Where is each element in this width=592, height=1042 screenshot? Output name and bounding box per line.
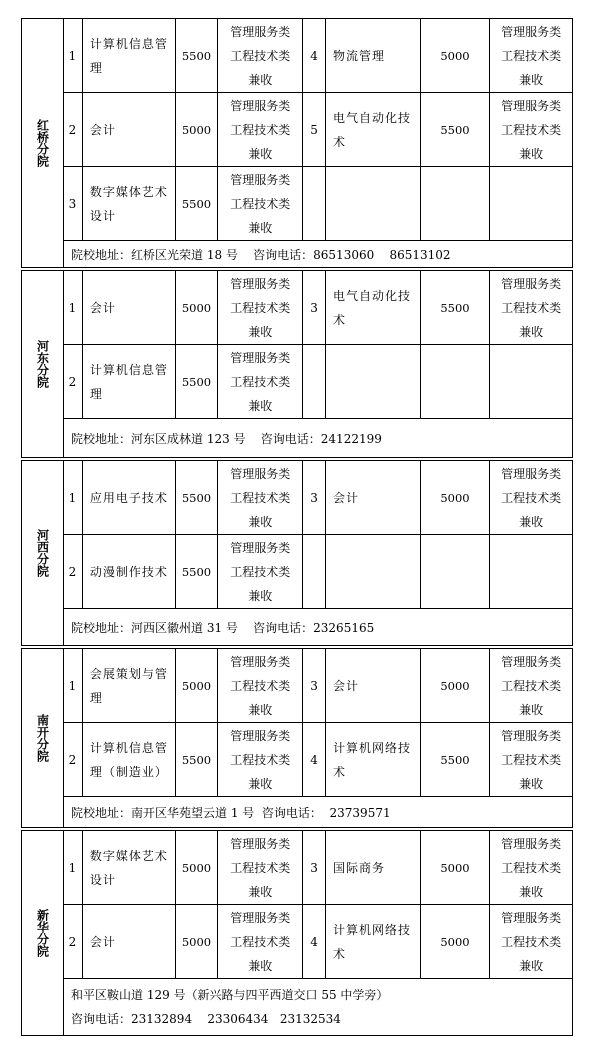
tuition-fee-cell	[176, 19, 219, 92]
row-index-cell	[63, 535, 83, 608]
campus-block	[21, 270, 573, 458]
table-row	[63, 19, 572, 93]
tuition-fee-cell	[421, 649, 491, 722]
tuition-fee: 5000	[181, 934, 212, 949]
admission-category: 工程技术类	[230, 490, 291, 505]
row-index-cell	[63, 19, 83, 92]
admission-category: 兼收	[519, 958, 544, 973]
program-name-cell	[83, 271, 176, 344]
admission-category-cell	[490, 535, 572, 608]
program-name: 会计	[89, 300, 116, 315]
row-index: 2	[68, 752, 77, 767]
admission-category-cell	[218, 905, 303, 978]
admission-category: 兼收	[519, 776, 544, 791]
tuition-fee: 5500	[181, 564, 212, 579]
campus-address	[63, 797, 572, 827]
program-name-cell	[83, 535, 176, 608]
admission-category: 管理服务类	[230, 276, 291, 291]
admission-category: 管理服务类	[501, 728, 562, 743]
tuition-fee-cell	[176, 831, 219, 904]
admission-category: 工程技术类	[230, 678, 291, 693]
admission-category: 兼收	[519, 884, 544, 899]
row-index: 5	[310, 122, 318, 137]
campus-name: 南开分院	[35, 714, 50, 762]
admission-category: 工程技术类	[501, 300, 562, 315]
admission-category-cell	[218, 461, 303, 534]
tuition-fee: 5500	[181, 196, 212, 211]
admission-category: 工程技术类	[230, 48, 291, 63]
tuition-fee-cell	[421, 345, 491, 418]
row-index-cell	[63, 723, 83, 796]
campus-block	[21, 18, 573, 268]
admission-category: 兼收	[519, 72, 544, 87]
admission-category: 工程技术类	[230, 752, 291, 767]
admission-category-cell	[490, 831, 572, 904]
tuition-fee: 5000	[440, 678, 470, 693]
address-text: 院校地址：南开区华苑望云道 1 号 咨询电话： 23739571	[71, 805, 391, 820]
admission-category: 管理服务类	[501, 98, 562, 113]
program-name: 会计	[332, 490, 359, 505]
admission-category: 兼收	[519, 702, 544, 717]
row-index-cell	[303, 723, 326, 796]
admission-category: 工程技术类	[230, 196, 291, 211]
program-name-cell	[83, 19, 176, 92]
program-name-cell	[83, 345, 176, 418]
admission-category-cell	[490, 723, 572, 796]
program-name-cell	[83, 723, 176, 796]
program-name-cell	[326, 93, 421, 166]
campus-address	[63, 979, 572, 1035]
admission-category: 管理服务类	[501, 276, 562, 291]
row-index-cell	[303, 271, 326, 344]
program-name: 国际商务	[332, 860, 385, 875]
admission-category: 兼收	[248, 398, 273, 413]
admission-category: 兼收	[519, 514, 544, 529]
tuition-fee: 5000	[440, 860, 470, 875]
admission-category-cell	[218, 345, 303, 418]
program-name: 会展策划与管理	[89, 666, 168, 705]
table-row	[63, 461, 572, 535]
program-name: 物流管理	[332, 48, 385, 63]
admission-category: 管理服务类	[230, 466, 291, 481]
tuition-fee-cell	[176, 723, 219, 796]
admission-category: 工程技术类	[230, 374, 291, 389]
admission-category: 工程技术类	[501, 678, 562, 693]
admission-category-cell	[490, 167, 572, 240]
campus-name-cell	[22, 461, 64, 645]
row-index: 1	[68, 490, 77, 505]
tuition-fee: 5000	[440, 48, 470, 63]
program-name-cell	[326, 271, 421, 344]
admission-category: 兼收	[248, 958, 273, 973]
row-index-cell	[303, 167, 326, 240]
table-row	[63, 271, 572, 345]
admission-category: 管理服务类	[501, 836, 562, 851]
campus-name-cell	[22, 649, 64, 827]
tuition-fee: 5500	[181, 48, 212, 63]
admission-category: 兼收	[248, 146, 273, 161]
tuition-fee: 5000	[181, 678, 212, 693]
admission-category: 兼收	[248, 514, 273, 529]
campus-address	[63, 609, 572, 645]
admission-category-cell	[490, 649, 572, 722]
address-text: 院校地址：河西区徽州道 31 号 咨询电话：23265165	[71, 620, 375, 635]
tuition-fee-cell	[176, 461, 219, 534]
row-index-cell	[63, 345, 83, 418]
tuition-fee-cell	[421, 93, 491, 166]
program-name-cell	[83, 461, 176, 534]
tuition-fee-cell	[421, 167, 491, 240]
row-index: 3	[310, 678, 318, 693]
admission-category: 管理服务类	[230, 540, 291, 555]
admission-category: 工程技术类	[501, 122, 562, 137]
tuition-fee-cell	[176, 905, 219, 978]
campus-block	[21, 830, 573, 1036]
admission-category-cell	[490, 905, 572, 978]
address-text: 院校地址：红桥区光荣道 18 号 咨询电话：86513060 86513102	[71, 247, 451, 262]
admission-category: 管理服务类	[230, 98, 291, 113]
campus-name-cell	[22, 831, 64, 1035]
row-index: 3	[310, 490, 318, 505]
admission-category: 工程技术类	[230, 564, 291, 579]
tuition-fee-cell	[176, 271, 219, 344]
row-index-cell	[303, 93, 326, 166]
row-index: 2	[68, 374, 77, 389]
table-row	[63, 831, 572, 905]
tuition-fee: 5500	[181, 490, 212, 505]
row-index: 4	[310, 934, 318, 949]
row-index-cell	[63, 93, 83, 166]
row-index: 3	[68, 196, 77, 211]
row-index: 4	[310, 48, 318, 63]
admission-category: 管理服务类	[230, 172, 291, 187]
program-name-cell	[83, 831, 176, 904]
admission-category-cell	[490, 461, 572, 534]
admission-category: 兼收	[248, 324, 273, 339]
table-row	[63, 535, 572, 609]
admission-category: 管理服务类	[230, 910, 291, 925]
program-name-cell	[326, 345, 421, 418]
campus-name: 新华分院	[35, 909, 50, 957]
program-name-cell	[326, 905, 421, 978]
program-name: 电气自动化技术	[332, 288, 411, 327]
row-index-cell	[303, 19, 326, 92]
table-row	[63, 93, 572, 167]
tuition-fee: 5500	[440, 122, 470, 137]
tuition-fee: 5000	[181, 860, 212, 875]
row-index-cell	[63, 167, 83, 240]
row-index-cell	[63, 649, 83, 722]
admission-category: 兼收	[519, 146, 544, 161]
admission-category-cell	[218, 19, 303, 92]
admission-category: 管理服务类	[501, 466, 562, 481]
campus-name: 河东分院	[35, 340, 50, 388]
tuition-fee-cell	[176, 535, 219, 608]
program-name: 计算机网络技术	[332, 740, 411, 779]
row-index-cell	[303, 535, 326, 608]
row-index-cell	[303, 461, 326, 534]
program-name: 数字媒体艺术设计	[89, 184, 168, 223]
campus-address	[63, 241, 572, 267]
campus-name-cell	[22, 19, 64, 267]
tuition-fee-cell	[176, 649, 219, 722]
program-name-cell	[326, 649, 421, 722]
tuition-fee: 5500	[440, 300, 470, 315]
row-index: 1	[68, 678, 77, 693]
tuition-fee: 5000	[440, 934, 470, 949]
table-row	[63, 649, 572, 723]
address-line: 咨询电话：23132894 23306434 23132534	[71, 1012, 341, 1026]
admission-category: 工程技术类	[501, 860, 562, 875]
tuition-fee-cell	[176, 345, 219, 418]
row-index: 2	[68, 122, 77, 137]
program-name: 会计	[332, 678, 359, 693]
admission-category: 管理服务类	[230, 350, 291, 365]
program-name: 计算机信息管理	[89, 36, 168, 75]
program-name: 电气自动化技术	[332, 110, 411, 149]
admission-category: 管理服务类	[230, 24, 291, 39]
tuition-fee: 5000	[181, 122, 212, 137]
tuition-fee-cell	[421, 19, 491, 92]
row-index: 2	[68, 564, 77, 579]
row-index: 3	[310, 300, 318, 315]
tuition-fee-cell	[176, 93, 219, 166]
admission-category: 工程技术类	[230, 122, 291, 137]
admission-category: 工程技术类	[501, 490, 562, 505]
admission-category: 工程技术类	[230, 934, 291, 949]
row-index-cell	[63, 831, 83, 904]
table-row	[63, 723, 572, 797]
table-row	[63, 167, 572, 241]
admission-category: 管理服务类	[501, 910, 562, 925]
row-index-cell	[63, 461, 83, 534]
program-name: 动漫制作技术	[89, 564, 168, 579]
admission-category-cell	[218, 723, 303, 796]
address-line: 和平区鞍山道 129 号（新兴路与四平西道交口 55 中学旁）	[71, 988, 389, 1002]
row-index: 4	[310, 752, 318, 767]
program-name-cell	[326, 167, 421, 240]
admission-category: 兼收	[248, 884, 273, 899]
program-name: 数字媒体艺术设计	[89, 848, 168, 887]
program-name-cell	[83, 649, 176, 722]
admission-category-cell	[490, 271, 572, 344]
campus-block	[21, 648, 573, 828]
program-name-cell	[83, 93, 176, 166]
admission-category: 管理服务类	[501, 24, 562, 39]
admission-category-cell	[490, 19, 572, 92]
table-row	[63, 905, 572, 979]
program-name: 应用电子技术	[89, 490, 168, 505]
tuition-fee-cell	[421, 535, 491, 608]
program-name-cell	[326, 831, 421, 904]
admission-category-cell	[218, 93, 303, 166]
admission-category-cell	[490, 93, 572, 166]
tuition-fee-cell	[421, 271, 491, 344]
row-index: 1	[68, 300, 77, 315]
admission-category: 兼收	[248, 72, 273, 87]
row-index: 2	[68, 934, 77, 949]
table-row	[63, 345, 572, 419]
admission-category: 兼收	[248, 776, 273, 791]
admission-category: 兼收	[519, 324, 544, 339]
admission-category: 管理服务类	[501, 654, 562, 669]
admission-category: 工程技术类	[501, 48, 562, 63]
tuition-fee: 5500	[181, 752, 212, 767]
row-index-cell	[303, 649, 326, 722]
tuition-fee-cell	[421, 723, 491, 796]
campus-name: 红桥分院	[35, 119, 50, 167]
program-name-cell	[326, 19, 421, 92]
row-index-cell	[63, 905, 83, 978]
row-index-cell	[303, 831, 326, 904]
program-name-cell	[83, 905, 176, 978]
row-index-cell	[303, 905, 326, 978]
program-name-cell	[326, 723, 421, 796]
program-name: 会计	[89, 934, 116, 949]
program-name-cell	[326, 535, 421, 608]
row-index: 1	[68, 860, 77, 875]
row-index-cell	[63, 271, 83, 344]
program-name: 计算机信息管理（制造业）	[89, 740, 168, 779]
program-name: 会计	[89, 122, 116, 137]
admission-category: 管理服务类	[230, 728, 291, 743]
tuition-fee: 5500	[181, 374, 212, 389]
admission-category: 兼收	[248, 220, 273, 235]
admission-category-cell	[218, 831, 303, 904]
program-name: 计算机信息管理	[89, 362, 168, 401]
admission-category: 兼收	[248, 702, 273, 717]
row-index: 1	[68, 48, 77, 63]
campus-name-cell	[22, 271, 64, 457]
admission-category: 工程技术类	[501, 934, 562, 949]
tuition-fee-cell	[421, 831, 491, 904]
tuition-fee: 5500	[440, 752, 470, 767]
program-name: 计算机网络技术	[332, 922, 411, 961]
admission-category: 工程技术类	[230, 860, 291, 875]
admission-category-cell	[218, 167, 303, 240]
program-name-cell	[326, 461, 421, 534]
admission-category-cell	[218, 271, 303, 344]
admission-category-cell	[490, 345, 572, 418]
program-name-cell	[83, 167, 176, 240]
admission-category: 管理服务类	[230, 836, 291, 851]
row-index-cell	[303, 345, 326, 418]
admission-category: 管理服务类	[230, 654, 291, 669]
campus-name: 河西分院	[35, 529, 50, 577]
tuition-fee-cell	[176, 167, 219, 240]
row-index: 3	[310, 860, 318, 875]
address-text: 院校地址：河东区成林道 123 号 咨询电话：24122199	[71, 431, 382, 446]
tuition-fee-cell	[421, 461, 491, 534]
admission-category: 工程技术类	[230, 300, 291, 315]
tuition-fee-cell	[421, 905, 491, 978]
campus-address	[63, 419, 572, 457]
tuition-fee: 5000	[440, 490, 470, 505]
enrollment-table	[21, 18, 573, 1038]
admission-category: 工程技术类	[501, 752, 562, 767]
admission-category-cell	[218, 535, 303, 608]
tuition-fee: 5000	[181, 300, 212, 315]
admission-category: 兼收	[248, 588, 273, 603]
campus-block	[21, 460, 573, 646]
admission-category-cell	[218, 649, 303, 722]
